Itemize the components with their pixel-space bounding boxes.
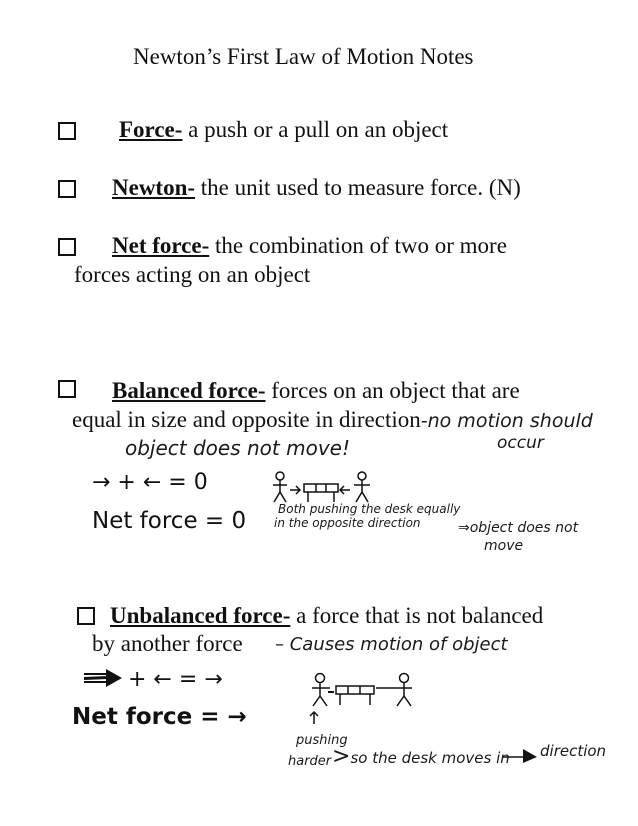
checkbox-net-force[interactable] xyxy=(58,238,76,256)
sketch-label-harder: harder xyxy=(288,754,332,769)
thick-arrow-right-icon xyxy=(82,668,124,688)
checkbox-unbalanced-force[interactable] xyxy=(77,607,95,625)
sketch-note-moves: >so the desk moves in xyxy=(332,744,510,769)
sketch-note-direction: direction xyxy=(540,742,607,760)
item-unbalanced-force xyxy=(110,603,543,629)
sketch-result-2: move xyxy=(484,538,524,554)
stick-figure-right xyxy=(376,674,412,707)
definition-newton: the unit used to measure force. (N) xyxy=(195,175,521,200)
item-newton xyxy=(112,175,521,201)
sketch-note-text: so the desk moves in xyxy=(350,749,510,767)
checkbox-balanced-force[interactable] xyxy=(58,380,76,398)
checkbox-newton[interactable] xyxy=(58,180,76,198)
definition-net-force: the combination of two or more xyxy=(209,233,507,258)
definition-force: a push or a pull on an object xyxy=(182,117,449,142)
arrow-right-icon xyxy=(503,748,539,764)
sketch-result-1: ⇒object does not xyxy=(458,520,579,536)
sketch-note-line1: Both pushing the desk equally xyxy=(278,502,461,516)
desk-icon xyxy=(336,686,374,705)
item-force xyxy=(119,117,448,143)
handwritten-no-motion: -no motion should xyxy=(420,410,593,432)
definition-balanced-force-line2 xyxy=(72,407,593,433)
balanced-equation: → + ← = 0 xyxy=(92,470,208,495)
definition-balanced-force: forces on an object that are xyxy=(265,378,520,403)
unbalanced-sketch xyxy=(308,672,420,734)
checkbox-force[interactable] xyxy=(58,122,76,140)
term-newton: Newton- xyxy=(112,175,196,200)
sketch-note-line2: in the opposite direction xyxy=(274,516,421,530)
arrow-left-icon xyxy=(340,486,350,494)
desk-icon xyxy=(304,484,338,502)
term-force: Force- xyxy=(119,117,183,142)
item-net-force xyxy=(112,233,507,259)
term-unbalanced-force: Unbalanced force- xyxy=(110,603,291,628)
sketch-label-pushing: pushing xyxy=(296,733,348,748)
handwritten-causes-motion: – Causes motion of object xyxy=(275,634,508,655)
arrow-right-icon xyxy=(290,486,300,494)
term-balanced-force: Balanced force- xyxy=(112,378,266,403)
handwritten-object-does-not-move: object does not move! xyxy=(125,436,350,460)
stick-figure-left xyxy=(312,674,330,707)
stick-figure-left xyxy=(273,472,287,502)
item-balanced-force xyxy=(112,378,520,404)
definition-balanced-text: equal in size and opposite in direction xyxy=(72,407,421,432)
definition-net-force-line2: forces acting on an object xyxy=(74,262,311,287)
balanced-net-force: Net force = 0 xyxy=(92,508,247,534)
definition-unbalanced-force: a force that is not balanced xyxy=(290,603,544,628)
definition-unbalanced-force-line2: by another force xyxy=(92,631,243,656)
arrow-up-icon xyxy=(310,712,318,724)
unbalanced-equation: + ← = → xyxy=(128,667,223,692)
unbalanced-net-force: Net force = → xyxy=(72,704,247,730)
page-title: Newton’s First Law of Motion Notes xyxy=(133,44,474,69)
handwritten-occur: occur xyxy=(497,433,544,453)
stick-figure-right xyxy=(354,472,370,502)
term-net-force: Net force- xyxy=(112,233,210,258)
